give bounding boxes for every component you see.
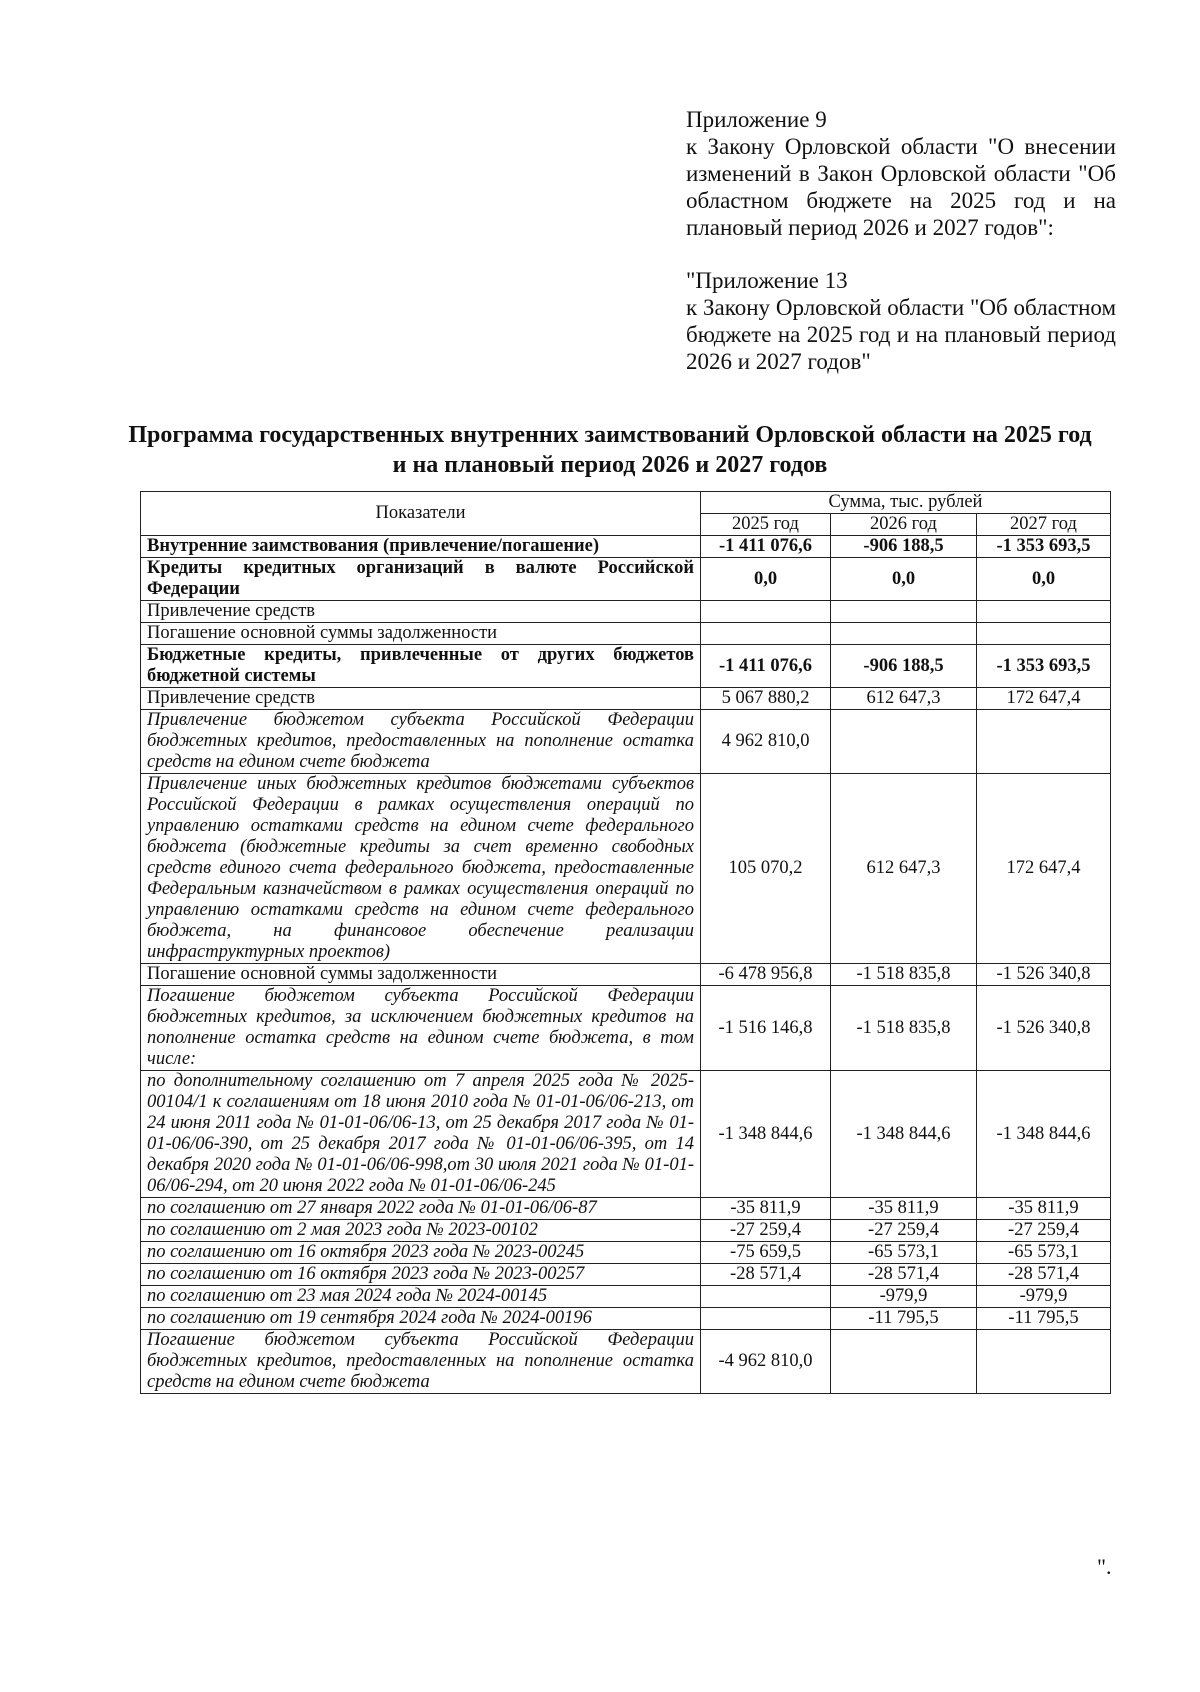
table-row bbox=[141, 1330, 1111, 1394]
value-2025: 0,0 bbox=[701, 558, 831, 601]
annex-original-law-reference: к Закону Орловской области "Об областном бюджете на 2025 год и на плановый период 2026 и 2027 годов" bbox=[686, 295, 1116, 374]
table-row bbox=[141, 710, 1111, 774]
row-label: Привлечение средств bbox=[141, 601, 701, 623]
value-2025: -1 516 146,8 bbox=[701, 986, 831, 1071]
value-2025: -6 478 956,8 bbox=[701, 964, 831, 986]
annex-law-reference: к Закону Орловской области "О внесении изменений в Закон Орловской области "Об областном бюджете на 2025 год и на плановый период 2026 и 2027 годов": bbox=[686, 134, 1116, 240]
row-label: по соглашению от 27 января 2022 года № 01-01-06/06-87 bbox=[141, 1198, 701, 1220]
table-row bbox=[141, 1220, 1111, 1242]
value-2027: -65 573,1 bbox=[977, 1242, 1111, 1264]
annex-reference bbox=[686, 106, 1116, 375]
value-2027 bbox=[977, 1330, 1111, 1394]
table-row bbox=[141, 1308, 1111, 1330]
value-2027 bbox=[977, 601, 1111, 623]
value-2026 bbox=[831, 1330, 977, 1394]
table-row bbox=[141, 536, 1111, 558]
value-2025 bbox=[701, 1286, 831, 1308]
value-2025: -28 571,4 bbox=[701, 1264, 831, 1286]
value-2025: -1 348 844,6 bbox=[701, 1071, 831, 1198]
value-2027: 0,0 bbox=[977, 558, 1111, 601]
value-2027: -27 259,4 bbox=[977, 1220, 1111, 1242]
row-label: по соглашению от 2 мая 2023 года № 2023-00102 bbox=[141, 1220, 701, 1242]
value-2027: -1 348 844,6 bbox=[977, 1071, 1111, 1198]
row-label: по соглашению от 19 сентября 2024 года № 2024-00196 bbox=[141, 1308, 701, 1330]
annex-original-number: "Приложение 13 bbox=[686, 268, 848, 293]
value-2027: -1 526 340,8 bbox=[977, 986, 1111, 1071]
value-2026: -65 573,1 bbox=[831, 1242, 977, 1264]
row-label: Привлечение средств bbox=[141, 688, 701, 710]
row-label: Привлечение иных бюджетных кредитов бюджетами субъектов Российской Федерации в рамках осуществления операций по управлению остатками средств на едином счете федерального бюджета (бюджетные кредиты за счет временно свободных средств единого счета федерального бюджета, предоставленные Федеральным казначейством в рамках осуществления операций по управлению остатками средств на едином счете федерального бюджета, на финансовое обеспечение реализации инфраструктурных проектов) bbox=[141, 774, 701, 964]
value-2026: 0,0 bbox=[831, 558, 977, 601]
borrowing-program-table bbox=[140, 491, 1111, 1394]
value-2026: -11 795,5 bbox=[831, 1308, 977, 1330]
table-row bbox=[141, 688, 1111, 710]
table-row bbox=[141, 774, 1111, 964]
row-label: по соглашению от 16 октября 2023 года № 2023-00245 bbox=[141, 1242, 701, 1264]
value-2027: -28 571,4 bbox=[977, 1264, 1111, 1286]
value-2027 bbox=[977, 710, 1111, 774]
closing-quote: ". bbox=[1097, 1554, 1112, 1579]
value-2025: -75 659,5 bbox=[701, 1242, 831, 1264]
annex-number: Приложение 9 bbox=[686, 107, 827, 132]
value-2025 bbox=[701, 623, 831, 645]
header-year-2027: 2027 год bbox=[977, 514, 1111, 536]
table-row bbox=[141, 1071, 1111, 1198]
value-2026: -1 518 835,8 bbox=[831, 964, 977, 986]
value-2027: -1 526 340,8 bbox=[977, 964, 1111, 986]
value-2026: 612 647,3 bbox=[831, 688, 977, 710]
value-2025: -27 259,4 bbox=[701, 1220, 831, 1242]
value-2027: 172 647,4 bbox=[977, 688, 1111, 710]
value-2027 bbox=[977, 623, 1111, 645]
row-label: Погашение бюджетом субъекта Российской Федерации бюджетных кредитов, предоставленных на пополнение остатка средств на едином счете бюджета bbox=[141, 1330, 701, 1394]
value-2026: -27 259,4 bbox=[831, 1220, 977, 1242]
table-row bbox=[141, 964, 1111, 986]
document-title: Программа государственных внутренних заимствований Орловской области на 2025 год и на плановый период 2026 и 2027 годов bbox=[128, 422, 1092, 478]
value-2025 bbox=[701, 1308, 831, 1330]
value-2027: -979,9 bbox=[977, 1286, 1111, 1308]
value-2026: -1 518 835,8 bbox=[831, 986, 977, 1071]
value-2025 bbox=[701, 601, 831, 623]
row-label: Погашение бюджетом субъекта Российской Федерации бюджетных кредитов, за исключением бюджетных кредитов на пополнение остатка средств на едином счете бюджета, в том числе: bbox=[141, 986, 701, 1071]
table-row bbox=[141, 986, 1111, 1071]
value-2026: -35 811,9 bbox=[831, 1198, 977, 1220]
row-label: по соглашению от 16 октября 2023 года № 2023-00257 bbox=[141, 1264, 701, 1286]
value-2027: -1 353 693,5 bbox=[977, 536, 1111, 558]
row-label: Привлечение бюджетом субъекта Российской Федерации бюджетных кредитов, предоставленных на пополнение остатка средств на едином счете бюджета bbox=[141, 710, 701, 774]
value-2025: -1 411 076,6 bbox=[701, 536, 831, 558]
row-label: Погашение основной суммы задолженности bbox=[141, 964, 701, 986]
value-2026: -979,9 bbox=[831, 1286, 977, 1308]
value-2027: 172 647,4 bbox=[977, 774, 1111, 964]
table-row bbox=[141, 1264, 1111, 1286]
table-row bbox=[141, 1242, 1111, 1264]
value-2027: -35 811,9 bbox=[977, 1198, 1111, 1220]
row-label: Кредиты кредитных организаций в валюте Российской Федерации bbox=[141, 558, 701, 601]
value-2025: 5 067 880,2 bbox=[701, 688, 831, 710]
value-2025: 105 070,2 bbox=[701, 774, 831, 964]
header-year-2025: 2025 год bbox=[701, 514, 831, 536]
value-2025: -1 411 076,6 bbox=[701, 645, 831, 688]
row-label: Бюджетные кредиты, привлеченные от других бюджетов бюджетной системы bbox=[141, 645, 701, 688]
value-2026: 612 647,3 bbox=[831, 774, 977, 964]
table-row bbox=[141, 558, 1111, 601]
value-2026 bbox=[831, 710, 977, 774]
table-row bbox=[141, 623, 1111, 645]
value-2026 bbox=[831, 623, 977, 645]
table-row bbox=[141, 601, 1111, 623]
value-2025: -35 811,9 bbox=[701, 1198, 831, 1220]
value-2027: -1 353 693,5 bbox=[977, 645, 1111, 688]
row-label: Внутренние заимствования (привлечение/погашение) bbox=[141, 536, 701, 558]
header-sum: Сумма, тыс. рублей bbox=[701, 492, 1111, 514]
value-2026: -28 571,4 bbox=[831, 1264, 977, 1286]
value-2026: -906 188,5 bbox=[831, 536, 977, 558]
value-2025: 4 962 810,0 bbox=[701, 710, 831, 774]
table-row bbox=[141, 1286, 1111, 1308]
table-row bbox=[141, 1198, 1111, 1220]
value-2026 bbox=[831, 601, 977, 623]
value-2027: -11 795,5 bbox=[977, 1308, 1111, 1330]
value-2026: -906 188,5 bbox=[831, 645, 977, 688]
header-year-2026: 2026 год bbox=[831, 514, 977, 536]
row-label: по соглашению от 23 мая 2024 года № 2024-00145 bbox=[141, 1286, 701, 1308]
row-label: по дополнительному соглашению от 7 апреля 2025 года № 2025-00104/1 к соглашениям от 18 июня 2010 года № 01-01-06/06-213, от 24 июня 2011 года № 01-01-06/06-13, от 25 декабря 2017 года № 01-01-06/06-390, от 25 декабря 2017 года № 01-01-06/06-395, от 14 декабря 2020 года № 01-01-06/06-998,от 30 июля 2021 года № 01-01-06/06-294, от 20 июня 2022 года № 01-01-06/06-245 bbox=[141, 1071, 701, 1198]
value-2025: -4 962 810,0 bbox=[701, 1330, 831, 1394]
value-2026: -1 348 844,6 bbox=[831, 1071, 977, 1198]
row-label: Погашение основной суммы задолженности bbox=[141, 623, 701, 645]
table-row bbox=[141, 645, 1111, 688]
header-indicators: Показатели bbox=[141, 492, 701, 536]
